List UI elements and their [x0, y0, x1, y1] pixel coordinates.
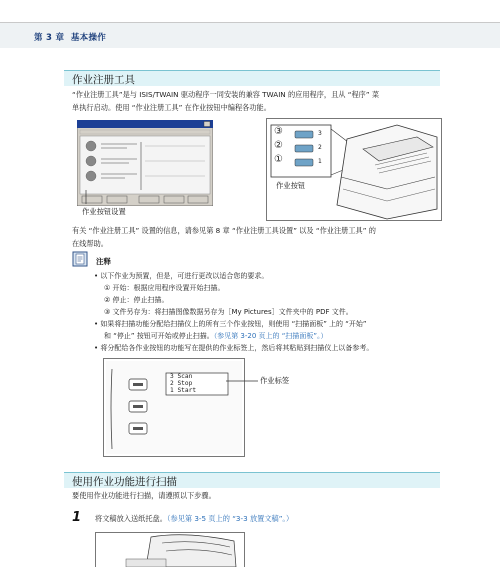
note-sub-3: ③ 文件另存为：将扫描图像数据另存为［My Pictures］文件夹中的 PDF 文件。	[104, 308, 353, 316]
section-title: 作业注册工具	[72, 74, 135, 86]
note-bullet-3: • 将分配给各作业按钮的功能写在提供的作业标签上，然后将其粘贴到扫描仪上以备参考。	[94, 344, 374, 352]
note-title: 注释	[96, 257, 111, 266]
intro-line-1: “作业注册工具”是与 ISIS/TWAIN 驱动程序一同安装的兼容 TWAIN 的应用程序，且从 “程序” 菜	[72, 90, 380, 99]
button-marker-1: ①	[274, 154, 283, 165]
note-bullets	[94, 270, 449, 354]
step-1-plain: 将文稿放入送纸托盘。	[95, 514, 167, 523]
label-callout-line	[226, 375, 260, 387]
section2-title: 使用作业功能进行扫描	[72, 476, 177, 488]
button-number-column	[274, 125, 283, 167]
settings-caption: 作业按钮设置	[82, 207, 126, 216]
load-document-figure	[95, 532, 245, 567]
section-heading-scan-with-job	[64, 472, 440, 488]
help-line-1: 有关 “作业注册工具” 设置的信息，请参见第 8 章 “作业注册工具设置” 以及 “作业注册工具” 的	[72, 226, 376, 235]
section2-intro: 要使用作业功能进行扫描，请遵照以下步骤。	[72, 491, 216, 500]
section1-intro	[72, 89, 444, 114]
job-label-line-1: 1 Start	[170, 387, 197, 394]
note-bullet-2-plain: 和 “停止” 按钮可开始或停止扫描。	[104, 332, 214, 340]
note-bullet-2-line1: 如果将扫描功能分配给扫描仪上的所有三个作业按钮，则使用 “扫描面板” 上的 “开始”	[100, 320, 367, 328]
step-number: 1	[72, 510, 82, 525]
job-label-text	[170, 373, 196, 394]
note-bullet-3-text: 将分配给各作业按钮的功能写在提供的作业标签上，然后将其粘贴到扫描仪上以备参考。	[100, 344, 374, 352]
button-marker-3: ③	[274, 126, 283, 137]
step-1-text	[95, 514, 293, 524]
feeder-tray-illustration	[96, 533, 244, 567]
button-digit-1: 1	[318, 158, 322, 165]
place-document-link[interactable]: （参见第 3-5 页上的 “3-3 放置文稿”。）	[166, 514, 294, 523]
job-buttons-figure	[266, 118, 442, 221]
job-label-caption: 作业标签	[260, 376, 290, 385]
note-sub-1: ① 开始：根据应用程序设置开始扫描。	[104, 284, 225, 292]
section1-help	[72, 225, 444, 250]
button-marker-2: ②	[274, 140, 283, 151]
button-digit-column	[318, 127, 322, 169]
note-icon	[72, 251, 88, 267]
button-digit-3: 3	[318, 130, 322, 137]
note-bullet-2: • 如果将扫描功能分配给扫描仪上的所有三个作业按钮，则使用 “扫描面板” 上的 “开始”	[94, 320, 367, 328]
job-button-caption: 作业按钮	[276, 181, 306, 190]
scanner-panel-illustration	[267, 119, 441, 220]
job-label-line-3: 3 Scan	[170, 373, 193, 380]
job-label-line-2: 2 Stop	[170, 380, 193, 387]
note-sub-2: ② 停止：停止扫描。	[104, 296, 169, 304]
note-bullet-1: • 以下作业为预置，但是，可进行更改以适合您的要求。	[94, 272, 269, 280]
note-bullet-2-line2	[94, 330, 449, 342]
scan-panel-link[interactable]: （参见第 3-20 页上的 “扫描面板”。）	[213, 332, 328, 340]
intro-line-2: 单执行启动。使用 “作业注册工具” 在作业按钮中编程各功能。	[72, 102, 271, 112]
chapter-title: 基本操作	[70, 33, 107, 43]
button-digit-2: 2	[318, 144, 322, 151]
note-bullet-1-text: 以下作业为预置，但是，可进行更改以适合您的要求。	[100, 272, 269, 280]
chapter-number: 第 3 章	[34, 33, 65, 43]
chapter-heading	[34, 31, 106, 43]
section-heading-job-tool	[64, 70, 440, 86]
help-line-2: 在线帮助。	[72, 238, 108, 248]
